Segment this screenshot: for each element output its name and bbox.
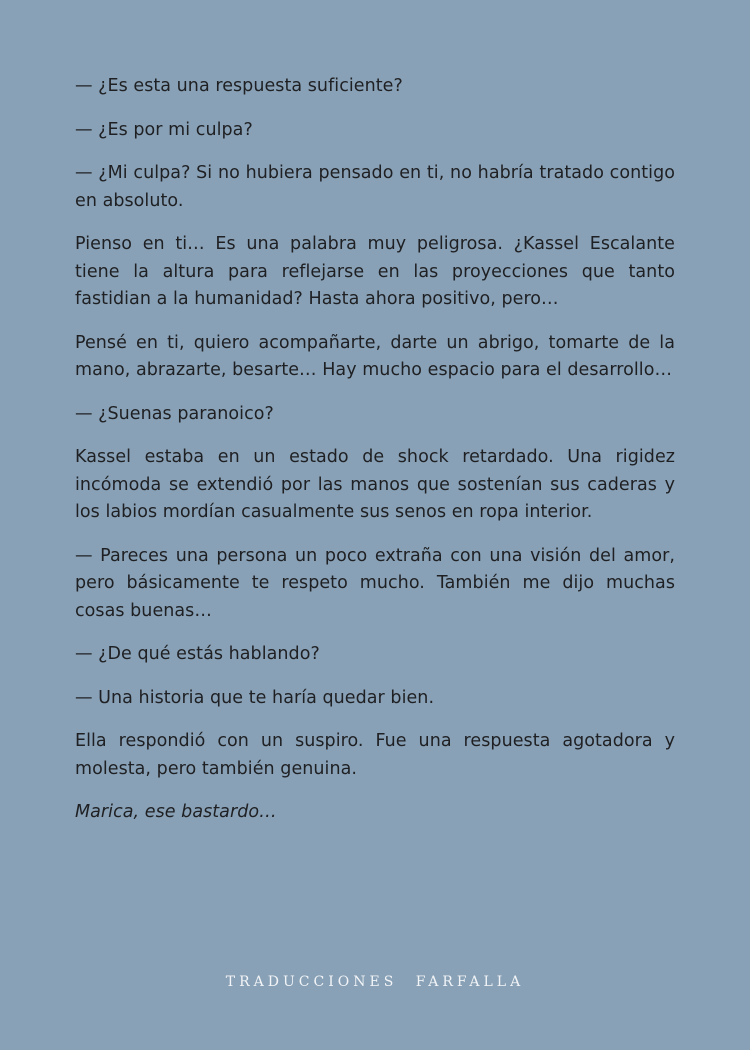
dialogue-line: — ¿Es por mi culpa? [75, 119, 253, 140]
dialogue-line: — ¿Es esta una respuesta suficiente? [75, 76, 403, 96]
dialogue-line: — Una historia que te haría quedar bien. [75, 687, 435, 708]
dialogue-line: — ¿Suenas paranoico? [75, 403, 274, 424]
narration-paragraph: Kassel estaba en un estado de shock retardado. Una rigidez incómoda se extendió por las manos que sostenían sus caderas y los labios mordían casualmente sus senos en ropa interior. [75, 447, 675, 522]
narration-paragraph: Pensé en ti, quiero acompañarte, darte un abrigo, tomarte de la mano, abrazarte, besarte… Hay mucho espacio para el desarrollo… [75, 332, 675, 380]
inner-thought-paragraph: Marica, ese bastardo… [75, 802, 277, 822]
narration-paragraph: Ella respondió con un suspiro. Fue una respuesta agotadora y molesta, pero también genuina. [75, 731, 675, 779]
dialogue-line: — ¿De qué estás hablando? [75, 644, 320, 664]
dialogue-line: — ¿Mi culpa? Si no hubiera pensado en ti, no habría tratado contigo en absoluto. [75, 163, 675, 211]
document-body [75, 73, 675, 843]
narration-paragraph: Pienso en ti… Es una palabra muy peligrosa. ¿Kassel Escalante tiene la altura para reflejarse en las proyecciones que tanto fastidian a la humanidad? Hasta ahora positivo, pero… [75, 234, 675, 309]
dialogue-line: — Pareces una persona un poco extraña con una visión del amor, pero básicamente te respeto mucho. También me dijo muchas cosas buenas… [75, 545, 675, 621]
translator-credit-footer: TRADUCCIONES FARFALLA [225, 974, 525, 990]
